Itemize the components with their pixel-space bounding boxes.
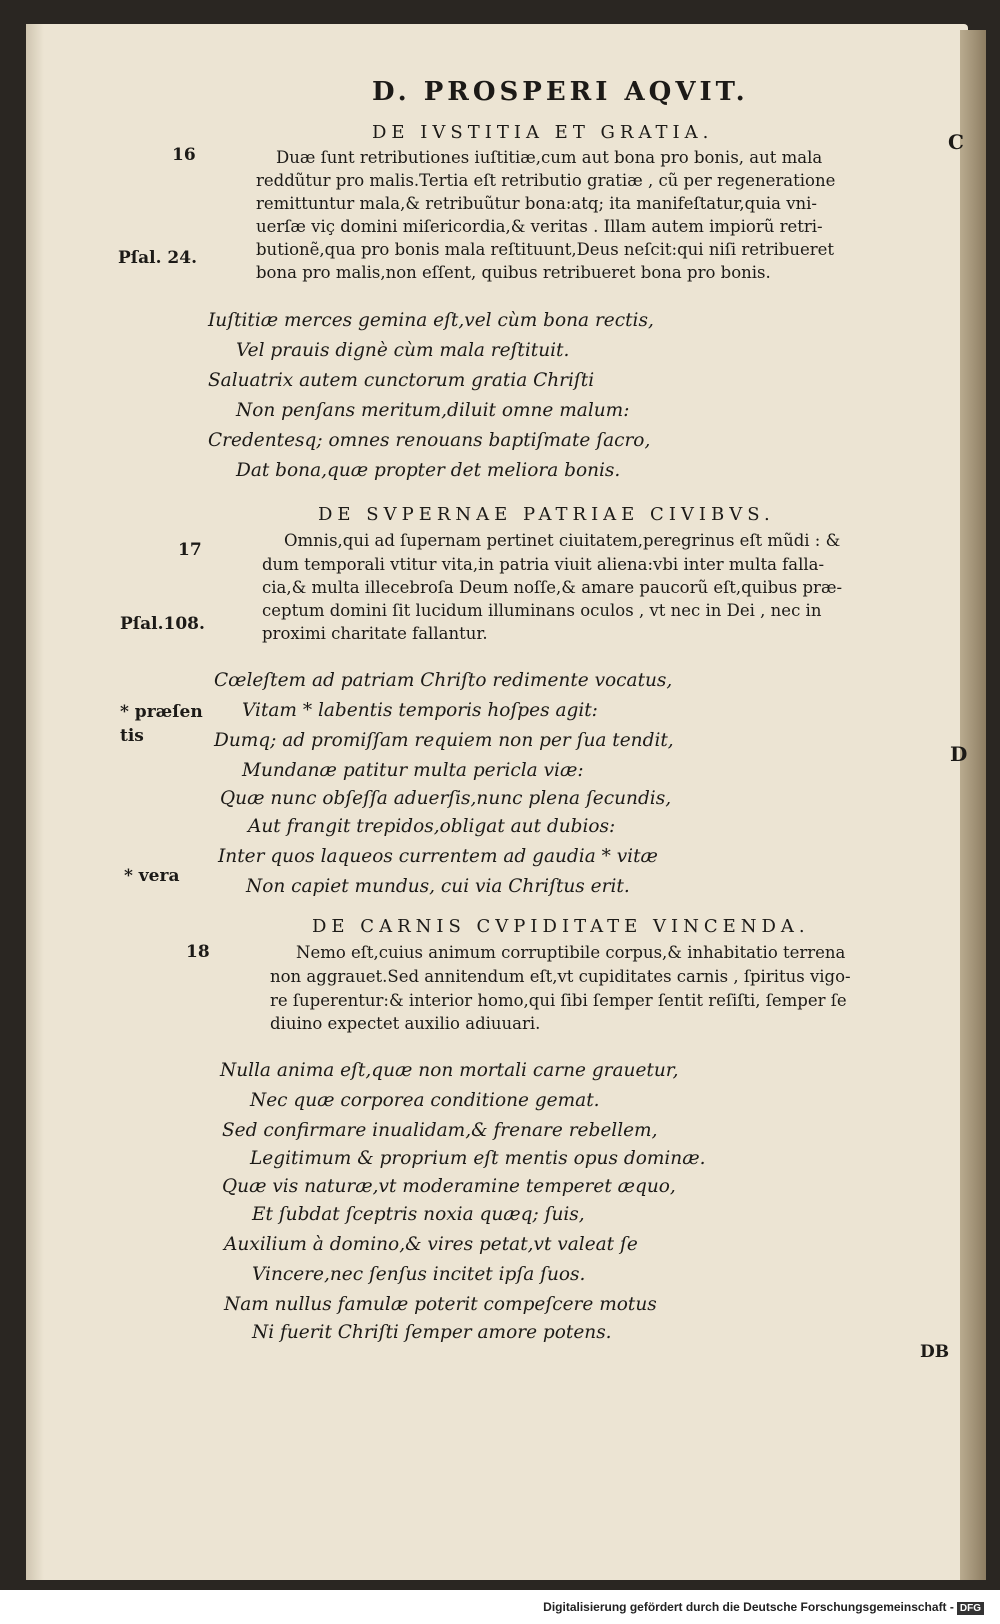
verse-line: Inter quos laqueos currentem ad gaudia * vitæ bbox=[218, 846, 658, 867]
verse-line: Non capiet mundus, cui via Chriſtus erit. bbox=[246, 876, 630, 897]
prose-line: diuino expectet auxilio adiuuari. bbox=[270, 1014, 541, 1033]
verse-line: Legitimum & proprium eſt mentis opus dominæ. bbox=[250, 1148, 706, 1169]
prose-line: cia,& multa illecebroſa Deum noſſe,& amare paucorũ eſt,quibus præ- bbox=[262, 578, 843, 597]
verse-line: Auxilium à domino,& vires petat,vt valeat ſe bbox=[224, 1234, 638, 1255]
verse-line: Cœleſtem ad patriam Chriſto redimente vocatus, bbox=[214, 670, 673, 691]
verse-line: Credentesq; omnes renouans baptiſmate ſacro, bbox=[208, 430, 651, 451]
prose-line: re ſuperentur:& interior homo,qui ſibi ſemper ſentit reſiſti, ſemper ſe bbox=[270, 991, 847, 1010]
footer-credit bbox=[543, 1600, 984, 1615]
footer-text: Digitalisierung gefördert durch die Deutsche Forschungsgemeinschaft - bbox=[543, 1600, 954, 1614]
verse-line: Sed confirmare inualidam,& frenare rebellem, bbox=[222, 1120, 658, 1141]
verse-line: Nam nullus famulæ poterit compeſcere motus bbox=[224, 1294, 657, 1315]
verse-line: Vincere,nec ſenſus incitet ipſa ſuos. bbox=[252, 1264, 586, 1285]
marginal-note: * præſen bbox=[120, 702, 203, 722]
marginal-note: * vera bbox=[124, 866, 180, 886]
section-number: 18 bbox=[186, 942, 210, 962]
verse-line: Et ſubdat ſceptris noxia quæq; ſuis, bbox=[252, 1204, 585, 1225]
prose-line: butionẽ,qua pro bonis mala reſtituunt,Deus neſcit:qui niſi retribueret bbox=[256, 240, 835, 259]
prose-line: bona pro malis,non eſſent, quibus retribueret bona pro bonis. bbox=[256, 263, 771, 282]
section-heading: DE CARNIS CVPIDITATE VINCENDA. bbox=[312, 916, 810, 937]
side-reference: Pſal.108. bbox=[120, 614, 205, 634]
prose-line: Omnis,qui ad ſupernam pertinet ciuitatem,peregrinus eſt mũdi : & bbox=[284, 531, 841, 550]
section-heading: DE SVPERNAE PATRIAE CIVIBVS. bbox=[318, 504, 775, 525]
verse-line: Nulla anima eſt,quæ non mortali carne grauetur, bbox=[220, 1060, 679, 1081]
verse-line: Non penſans meritum,diluit omne malum: bbox=[236, 400, 630, 421]
verse-line: Iuſtitiæ merces gemina eſt,vel cùm bona rectis, bbox=[208, 310, 654, 331]
prose-line: dum temporali vtitur vita,in patria viuit aliena:vbi inter multa falla- bbox=[262, 555, 825, 574]
verse-line: Ni fuerit Chriſti ſemper amore potens. bbox=[252, 1322, 612, 1343]
section-heading: DE IVSTITIA ET GRATIA. bbox=[372, 122, 714, 143]
verse-line: Quæ vis naturæ,vt moderamine temperet æquo, bbox=[222, 1176, 676, 1197]
verse-line: Dumq; ad promiſſam requiem non per ſua tendit, bbox=[214, 730, 674, 751]
section-number: 17 bbox=[178, 540, 202, 560]
verse-line: Saluatrix autem cunctorum gratia Chriſti bbox=[208, 370, 595, 391]
prose-line: ceptum domini ſit lucidum illuminans oculos , vt nec in Dei , nec in bbox=[262, 601, 822, 620]
margin-letter: C bbox=[948, 130, 964, 154]
page-edge bbox=[960, 30, 986, 1580]
dfg-logo-badge: DFG bbox=[957, 1602, 984, 1615]
prose-line: reddũtur pro malis.Tertia eſt retributio gratiæ , cũ per regeneratione bbox=[256, 171, 836, 190]
verse-line: Vitam * labentis temporis hoſpes agit: bbox=[242, 700, 598, 721]
section-number: 16 bbox=[172, 145, 196, 165]
prose-line: Nemo eſt,cuius animum corruptibile corpus,& inhabitatio terrena bbox=[296, 943, 846, 962]
page-gutter bbox=[26, 24, 44, 1580]
verse-line: Vel prauis dignè cùm mala reſtituit. bbox=[236, 340, 570, 361]
verse-line: Aut frangit trepidos,obligat aut dubios: bbox=[248, 816, 616, 837]
verse-line: Quæ nunc obſeſſa aduerſis,nunc plena ſecundis, bbox=[220, 788, 672, 809]
side-reference: Pſal. 24. bbox=[118, 248, 197, 268]
signature-mark: DB bbox=[920, 1342, 950, 1362]
prose-line: proximi charitate fallantur. bbox=[262, 624, 488, 643]
running-title: D. PROSPERI AQVIT. bbox=[372, 77, 749, 107]
prose-line: remittuntur mala,& retribuũtur bona:atq; ita manifeſtatur,quia vni- bbox=[256, 194, 818, 213]
marginal-note: tis bbox=[120, 726, 144, 746]
prose-line: non aggrauet.Sed annitendum eſt,vt cupiditates carnis , ſpiritus vigo- bbox=[270, 967, 851, 986]
margin-letter: D bbox=[950, 742, 968, 766]
prose-line: uerſæ viç domini miſericordia,& veritas . Illam autem impiorũ retri- bbox=[256, 217, 823, 236]
verse-line: Dat bona,quæ propter det meliora bonis. bbox=[236, 460, 621, 481]
verse-line: Mundanæ patitur multa pericla viæ: bbox=[242, 760, 584, 781]
prose-line: Duæ ſunt retributiones iuſtitiæ,cum aut bona pro bonis, aut mala bbox=[276, 148, 823, 167]
verse-line: Nec quæ corporea conditione gemat. bbox=[250, 1090, 600, 1111]
